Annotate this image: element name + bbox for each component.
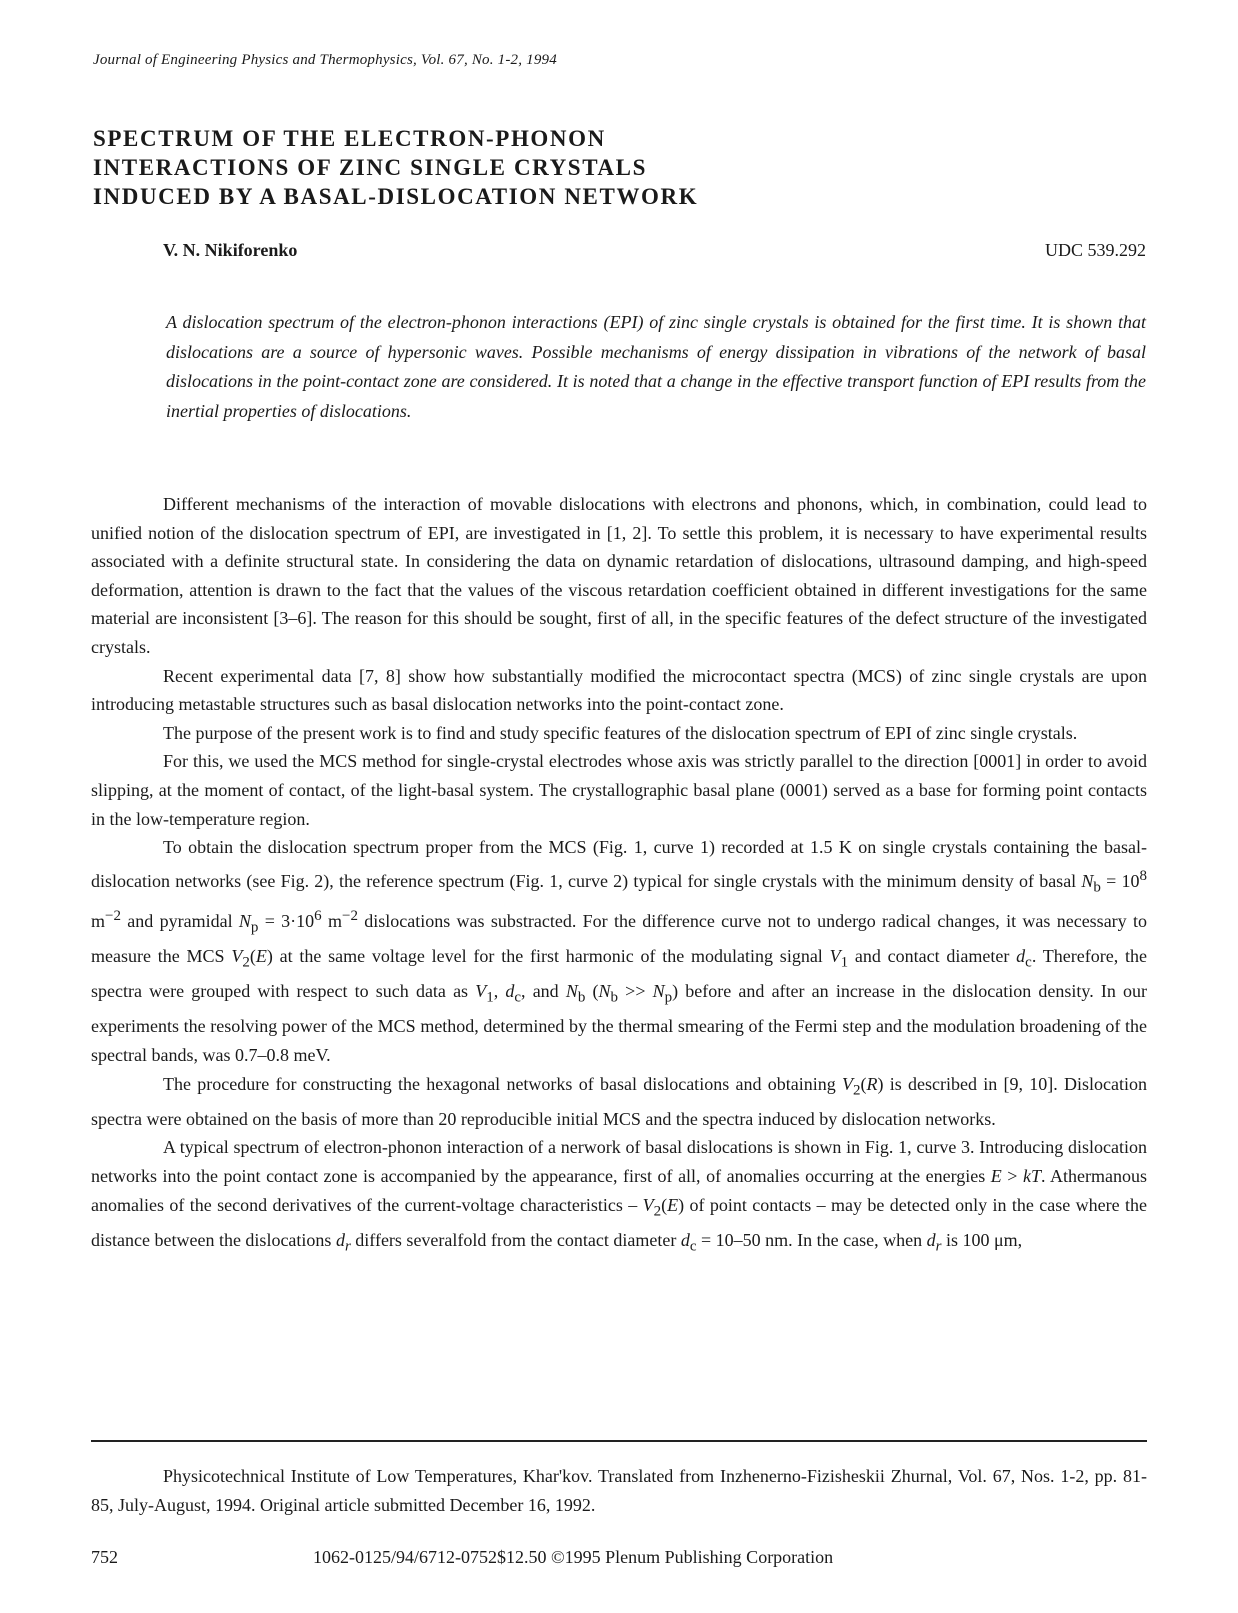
- footnote: Physicotechnical Institute of Low Temperatures, Khar'kov. Translated from Inzhenerno-Fizisheskii Zhurnal, Vol. 67, Nos. 1-2, pp. 81-85, July-August, 1994. Original article submitted December 16, 1992.: [91, 1466, 1147, 1515]
- journal-header: Journal of Engineering Physics and Thermophysics, Vol. 67, No. 1-2, 1994: [93, 52, 557, 68]
- body-paragraph: The purpose of the present work is to find and study specific features of the dislocation spectrum of EPI of zinc single crystals.: [163, 722, 1078, 743]
- body-paragraph: Different mechanisms of the interaction of movable dislocations with electrons and phonons, which, in combination, could lead to unified notion of the dislocation spectrum of EPI, are investigated in [1, 2]. To settle this problem, it is necessary to have experimental results associated with a definite structural state. In considering the data on dynamic retardation of dislocations, ultrasound damping, and high-speed deformation, attention is drawn to the fact that the values of the viscous retardation coefficient obtained in different investigations for the same material are inconsistent [3–6]. The reason for this should be sought, first of all, in the specific features of the defect structure of the investigated crystals.: [91, 494, 1147, 657]
- article-body: [91, 490, 1147, 1261]
- body-paragraph: Recent experimental data [7, 8] show how substantially modified the microcontact spectra (MCS) of zinc single crystals are upon introducing metastable structures such as basal dislocation networks into the point-contact zone.: [91, 665, 1147, 715]
- title-line: INTERACTIONS OF ZINC SINGLE CRYSTALS: [93, 155, 647, 180]
- body-paragraph: For this, we used the MCS method for single-crystal electrodes whose axis was strictly parallel to the direction [0001] in order to avoid slipping, at the moment of contact, of the light-basal system. The crystallographic basal plane (0001) served as a base for forming point contacts in the low-temperature region.: [91, 751, 1147, 829]
- footnote-rule: [91, 1440, 1147, 1442]
- abstract: A dislocation spectrum of the electron-phonon interactions (EPI) of zinc single crystals is obtained for the first time. It is shown that dislocations are a source of hypersonic waves. Possible mechanisms of energy dissipation in vibrations of the network of basal dislocations in the point-contact zone are considered. It is noted that a change in the effective transport function of EPI results from the inertial properties of dislocations.: [166, 312, 1146, 421]
- author-name: V. N. Nikiforenko: [163, 240, 298, 260]
- copyright-line: 1062-0125/94/6712-0752$12.50 ©1995 Plenum Publishing Corporation: [313, 1547, 834, 1567]
- body-paragraph: A typical spectrum of electron-phonon interaction of a nerwork of basal dislocations is shown in Fig. 1, curve 3. Introducing dislocation networks into the point contact zone is accompanied by the appearance, first of all, of anomalies occurring at the energies E > kT. Athermanous anomalies of the second derivatives of the current-voltage characteristics – $V_2(E)$ of point contacts – may be detected only in the case where the distance between the dislocations $d_r$ differs severalfold from the contact diameter $d_c = 10-50$ nm. In the case, when $d_r$ is 100 μm,: [91, 1137, 1147, 1255]
- body-paragraph: The procedure for constructing the hexagonal networks of basal dislocations and obtaining $V_2(R)$ is described in [9, 10]. Dislocation spectra were obtained on the basis of more than 20 reproducible initial MCS and the spectra induced by dislocation networks.: [91, 1073, 1147, 1129]
- article-title: [93, 124, 698, 211]
- body-paragraph: To obtain the dislocation spectrum proper from the MCS (Fig. 1, curve 1) recorded at 1.5 K on single crystals containing the basal-dislocation networks (see Fig. 2), the reference spectrum (Fig. 1, curve 2) typical for single crystals with the minimum density of basal $N_b = 10^8$ $m^{-2}$ and pyramidal $N_p = 3\cdot 10^6$ $m^{-2}$ dislocations was substracted. For the difference curve not to undergo radical changes, it was necessary to measure the MCS $V_2(E)$ at the same voltage level for the first harmonic of the modulating signal $V_1$ and contact diameter $d_c$. Therefore, the spectra were grouped with respect to such data as $V_1$, $d_c$, and $N_b$ $(N_b >> N_p)$ before and after an increase in the dislocation density. In our experiments the resolving power of the MCS method, determined by the thermal smearing of the Fermi step and the modulation broadening of the spectral bands, was 0.7–0.8 meV.: [91, 837, 1147, 1066]
- udc-code: UDC 539.292: [1044, 240, 1146, 260]
- title-line: INDUCED BY A BASAL-DISLOCATION NETWORK: [93, 184, 699, 209]
- title-line: SPECTRUM OF THE ELECTRON-PHONON: [93, 126, 606, 151]
- page-number: 752: [91, 1547, 118, 1567]
